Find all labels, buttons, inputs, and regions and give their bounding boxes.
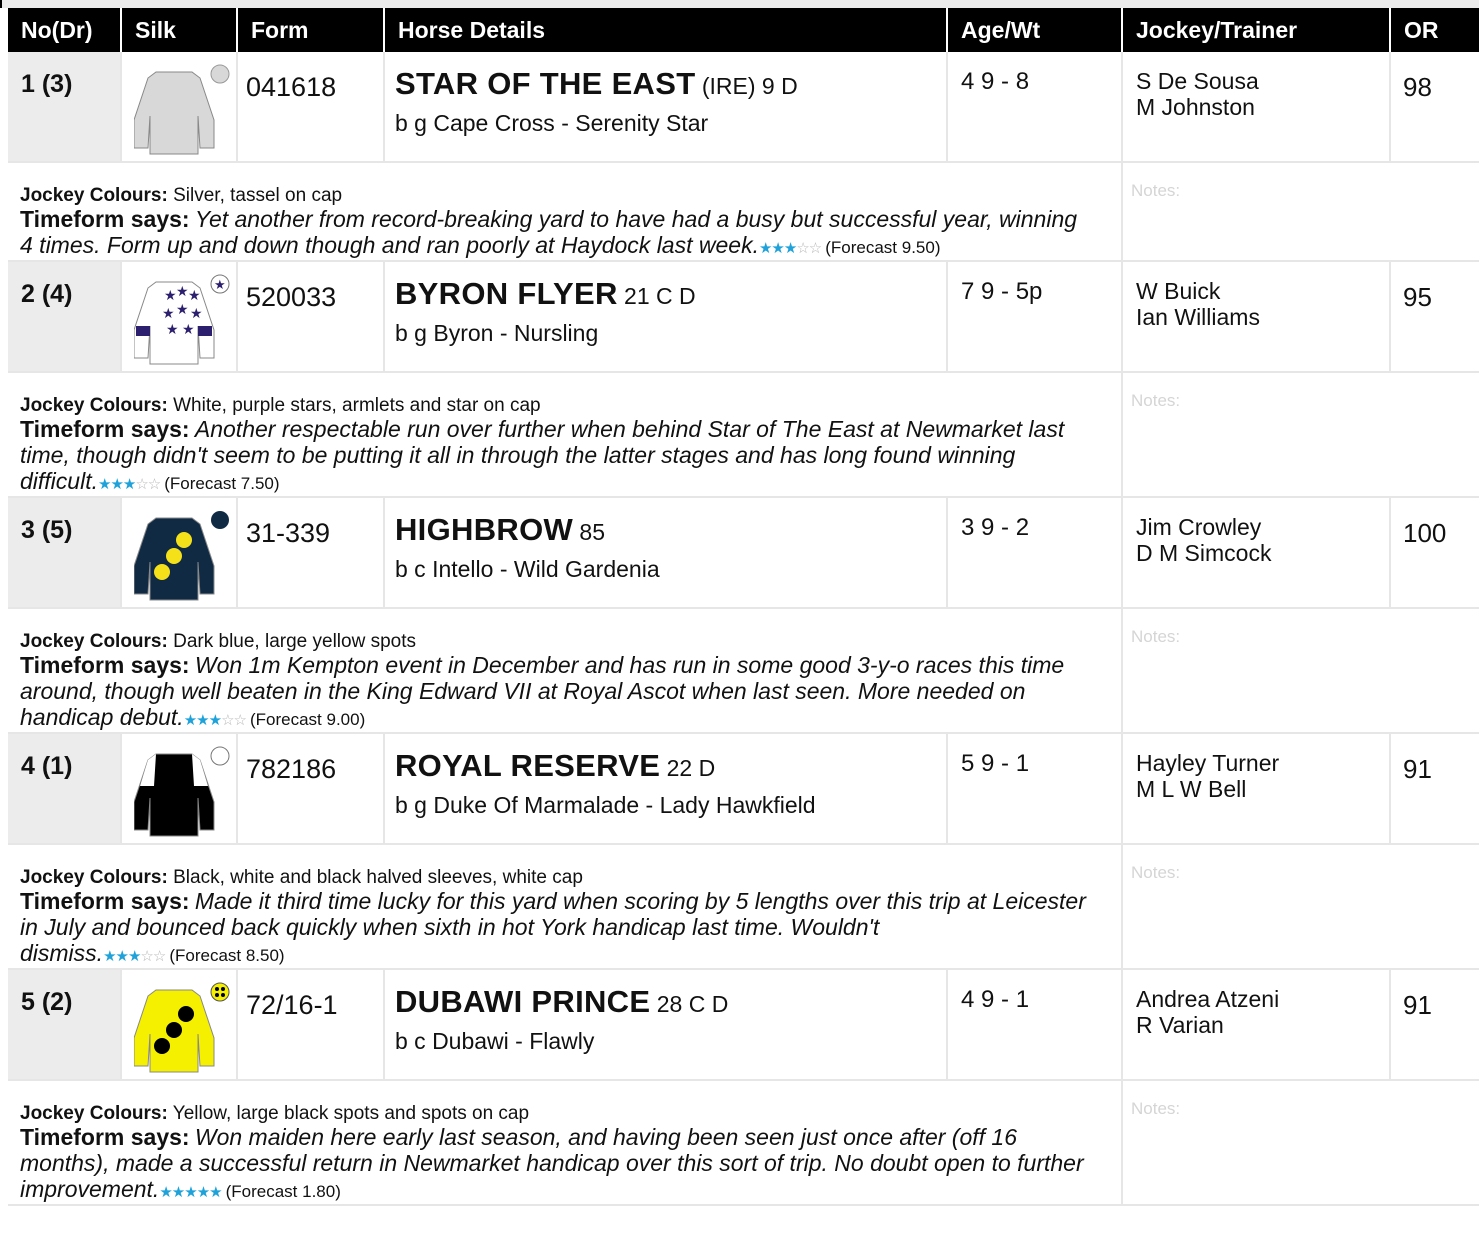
col-agewt[interactable]: Age/Wt (947, 8, 1122, 52)
silk-cell (121, 969, 237, 1080)
trainer-name[interactable]: M Johnston (1136, 94, 1255, 120)
official-rating: 100 (1390, 497, 1479, 608)
star-filled-icon: ★ (115, 948, 128, 965)
star-rating (184, 712, 246, 729)
horse-details (384, 497, 947, 608)
runner-info-row (8, 372, 1479, 497)
star-rating (159, 1184, 221, 1201)
runner-row (8, 969, 1479, 1080)
svg-text:★: ★ (164, 288, 177, 304)
yellow-black-spots-silk-icon (134, 982, 236, 1079)
header-row (8, 8, 1479, 52)
horse-name[interactable]: ROYAL RESERVE (395, 748, 661, 783)
runner-number: 2 (4) (8, 261, 121, 372)
jockey-trainer (1122, 733, 1390, 844)
age-weight: 7 9 - 5p (947, 261, 1122, 372)
black-white-sleeves-silk-icon (134, 746, 236, 843)
star-empty-icon: ☆ (796, 240, 809, 257)
runner-comment (8, 844, 1122, 969)
star-filled-icon: ★ (122, 476, 136, 493)
col-horse[interactable]: Horse Details (384, 8, 947, 52)
racecard (8, 8, 1479, 1206)
colours-label: Jockey Colours: (20, 1103, 168, 1124)
star-empty-icon: ☆ (140, 948, 153, 965)
runner-number: 3 (5) (8, 497, 121, 608)
star-filled-icon: ★ (103, 948, 116, 965)
racecard-table (8, 8, 1479, 1206)
silk-cell (121, 261, 237, 372)
horse-details (384, 261, 947, 372)
star-filled-icon: ★ (183, 712, 197, 729)
timeform-comment: Made it third time lucky for this yard when scoring by 5 lengths over this trip at Leicester in July and bounced back quickly when sixth in hot York handicap last time. Wouldn't dismiss. (20, 888, 1086, 966)
star-empty-icon: ☆ (135, 476, 148, 493)
dark-blue-yellow-spots-silk-icon (134, 510, 236, 607)
white-purple-stars-silk-icon (134, 274, 236, 371)
runner-row (8, 497, 1479, 608)
jockey-name[interactable]: S De Sousa (1136, 68, 1259, 94)
horse-breeding: b g Byron - Nursling (395, 320, 599, 346)
runner-number: 5 (2) (8, 969, 121, 1080)
jockey-colours: White, purple stars, armlets and star on cap (167, 395, 541, 416)
horse-name[interactable]: STAR OF THE EAST (395, 66, 696, 101)
col-jockey-trainer[interactable]: Jockey/Trainer (1122, 8, 1390, 52)
star-filled-icon: ★ (184, 1184, 197, 1201)
horse-name[interactable]: BYRON FLYER (395, 276, 618, 311)
notes-field[interactable]: Notes: (1122, 372, 1479, 497)
star-filled-icon: ★ (771, 240, 784, 257)
svg-text:★: ★ (188, 288, 201, 304)
runner-comment (8, 372, 1122, 497)
jockey-name[interactable]: W Buick (1136, 278, 1221, 304)
horse-breeding: b c Dubawi - Flawly (395, 1028, 595, 1054)
runner-form: 520033 (237, 261, 384, 372)
star-empty-icon: ☆ (808, 240, 822, 257)
star-filled-icon: ★ (171, 1184, 185, 1201)
horse-name[interactable]: HIGHBROW (395, 512, 574, 547)
col-form[interactable]: Form (237, 8, 384, 52)
timeform-label: Timeform says: (20, 416, 190, 442)
horse-extra: 85 (573, 519, 606, 545)
timeform-comment: Another respectable run over further when behind Star of The East at Newmarket last time, though didn't seem to be putting it all in through the latter stages and has long found winning difficult. (20, 416, 1065, 494)
svg-text:★: ★ (176, 284, 189, 300)
timeform-label: Timeform says: (20, 652, 190, 678)
runner-comment (8, 162, 1122, 261)
horse-details (384, 733, 947, 844)
jockey-colours: Silver, tassel on cap (167, 185, 343, 206)
age-weight: 5 9 - 1 (947, 733, 1122, 844)
horse-extra: 22 D (660, 755, 716, 781)
trainer-name[interactable]: D M Simcock (1136, 540, 1272, 566)
jockey-trainer (1122, 52, 1390, 162)
horse-extra: (IRE) 9 D (695, 73, 798, 99)
jockey-trainer (1122, 261, 1390, 372)
forecast-odds: (Forecast 9.00) (249, 710, 366, 729)
colours-label: Jockey Colours: (20, 185, 168, 206)
runner-form: 041618 (237, 52, 384, 162)
age-weight: 3 9 - 2 (947, 497, 1122, 608)
notes-field[interactable]: Notes: (1122, 844, 1479, 969)
runner-info-row (8, 1080, 1479, 1205)
silver-silk-icon (134, 64, 236, 161)
horse-breeding: b g Cape Cross - Serenity Star (395, 110, 709, 136)
jockey-trainer (1122, 497, 1390, 608)
official-rating: 95 (1390, 261, 1479, 372)
official-rating: 91 (1390, 733, 1479, 844)
horse-details (384, 52, 947, 162)
star-empty-icon: ☆ (221, 712, 234, 729)
runner-info-row (8, 608, 1479, 733)
svg-text:★: ★ (190, 306, 203, 322)
runner-form: 31-339 (237, 497, 384, 608)
trainer-name[interactable]: M L W Bell (1136, 776, 1247, 802)
jockey-trainer (1122, 969, 1390, 1080)
horse-extra: 21 C D (617, 283, 696, 309)
jockey-colours: Dark blue, large yellow spots (167, 631, 416, 652)
svg-text:★: ★ (182, 322, 195, 338)
col-or[interactable]: OR (1390, 8, 1479, 52)
star-filled-icon: ★ (127, 948, 141, 965)
star-filled-icon: ★ (159, 1184, 172, 1201)
forecast-odds: (Forecast 7.50) (164, 474, 280, 493)
svg-text:★: ★ (162, 306, 175, 322)
forecast-odds: (Forecast 8.50) (169, 946, 285, 965)
silk-cell (121, 497, 237, 608)
horse-breeding: b g Duke Of Marmalade - Lady Hawkfield (395, 792, 816, 818)
star-filled-icon: ★ (196, 1184, 210, 1201)
svg-text:★: ★ (176, 302, 189, 318)
jockey-colours: Black, white and black halved sleeves, white cap (167, 867, 583, 888)
horse-extra: 28 C D (650, 991, 729, 1017)
forecast-odds: (Forecast 1.80) (225, 1182, 341, 1201)
star-filled-icon: ★ (208, 712, 222, 729)
runner-row (8, 733, 1479, 844)
runner-row (8, 52, 1479, 162)
timeform-label: Timeform says: (20, 888, 190, 914)
svg-text:★: ★ (166, 322, 179, 338)
top-strip (0, 0, 1479, 8)
star-rating (98, 476, 160, 493)
star-empty-icon: ☆ (233, 712, 246, 729)
runner-comment (8, 608, 1122, 733)
runner-form: 782186 (237, 733, 384, 844)
timeform-comment: Won maiden here early last season, and having been seen just once after (off 16 months), made a successful return in Newmarket handicap over this sort of trip. No doubt open to further improvement. (20, 1124, 1084, 1202)
star-empty-icon: ☆ (152, 948, 166, 965)
horse-breeding: b c Intello - Wild Gardenia (395, 556, 660, 582)
runner-row (8, 261, 1479, 372)
runner-number: 4 (1) (8, 733, 121, 844)
runner-number: 1 (3) (8, 52, 121, 162)
jockey-colours: Yellow, large black spots and spots on cap (167, 1103, 530, 1124)
col-silk: Silk (121, 8, 237, 52)
timeform-comment: Won 1m Kempton event in December and has run in some good 3-y-o races this time around, though well beaten in the King Edward VII at Royal Ascot when last seen. More needed on handicap debut. (20, 652, 1065, 730)
star-empty-icon: ☆ (147, 476, 161, 493)
jockey-name[interactable]: Andrea Atzeni (1136, 986, 1280, 1012)
colours-label: Jockey Colours: (20, 395, 168, 416)
forecast-odds: (Forecast 9.50) (825, 238, 941, 257)
star-filled-icon: ★ (97, 476, 111, 493)
official-rating: 91 (1390, 969, 1479, 1080)
colours-label: Jockey Colours: (20, 631, 168, 652)
timeform-label: Timeform says: (20, 1124, 190, 1150)
age-weight: 4 9 - 1 (947, 969, 1122, 1080)
timeform-comment: Yet another from record-breaking yard to have had a busy but successful year, winning 4 times. Form up and down though and ran poorly at Haydock last week. (20, 206, 1078, 258)
timeform-label: Timeform says: (20, 206, 190, 232)
jockey-name[interactable]: Hayley Turner (1136, 750, 1280, 776)
runner-form: 72/16-1 (237, 969, 384, 1080)
horse-name[interactable]: DUBAWI PRINCE (395, 984, 651, 1019)
star-rating (759, 240, 821, 257)
horse-details (384, 969, 947, 1080)
silk-cell (121, 52, 237, 162)
star-filled-icon: ★ (196, 712, 209, 729)
star-filled-icon: ★ (110, 476, 123, 493)
trainer-name[interactable]: Ian Williams (1136, 304, 1260, 330)
col-no[interactable]: No(Dr) (8, 8, 121, 52)
age-weight: 4 9 - 8 (947, 52, 1122, 162)
star-rating (103, 948, 165, 965)
jockey-name[interactable]: Jim Crowley (1136, 514, 1262, 540)
notes-field[interactable]: Notes: (1122, 162, 1479, 261)
star-filled-icon: ★ (209, 1184, 222, 1201)
star-filled-icon: ★ (758, 240, 772, 257)
official-rating: 98 (1390, 52, 1479, 162)
runner-info-row (8, 844, 1479, 969)
runner-comment (8, 1080, 1122, 1205)
notes-field[interactable]: Notes: (1122, 1080, 1479, 1205)
colours-label: Jockey Colours: (20, 867, 168, 888)
svg-text:★: ★ (214, 278, 226, 293)
star-filled-icon: ★ (783, 240, 797, 257)
silk-cell (121, 733, 237, 844)
runner-info-row (8, 162, 1479, 261)
trainer-name[interactable]: R Varian (1136, 1012, 1224, 1038)
notes-field[interactable]: Notes: (1122, 608, 1479, 733)
